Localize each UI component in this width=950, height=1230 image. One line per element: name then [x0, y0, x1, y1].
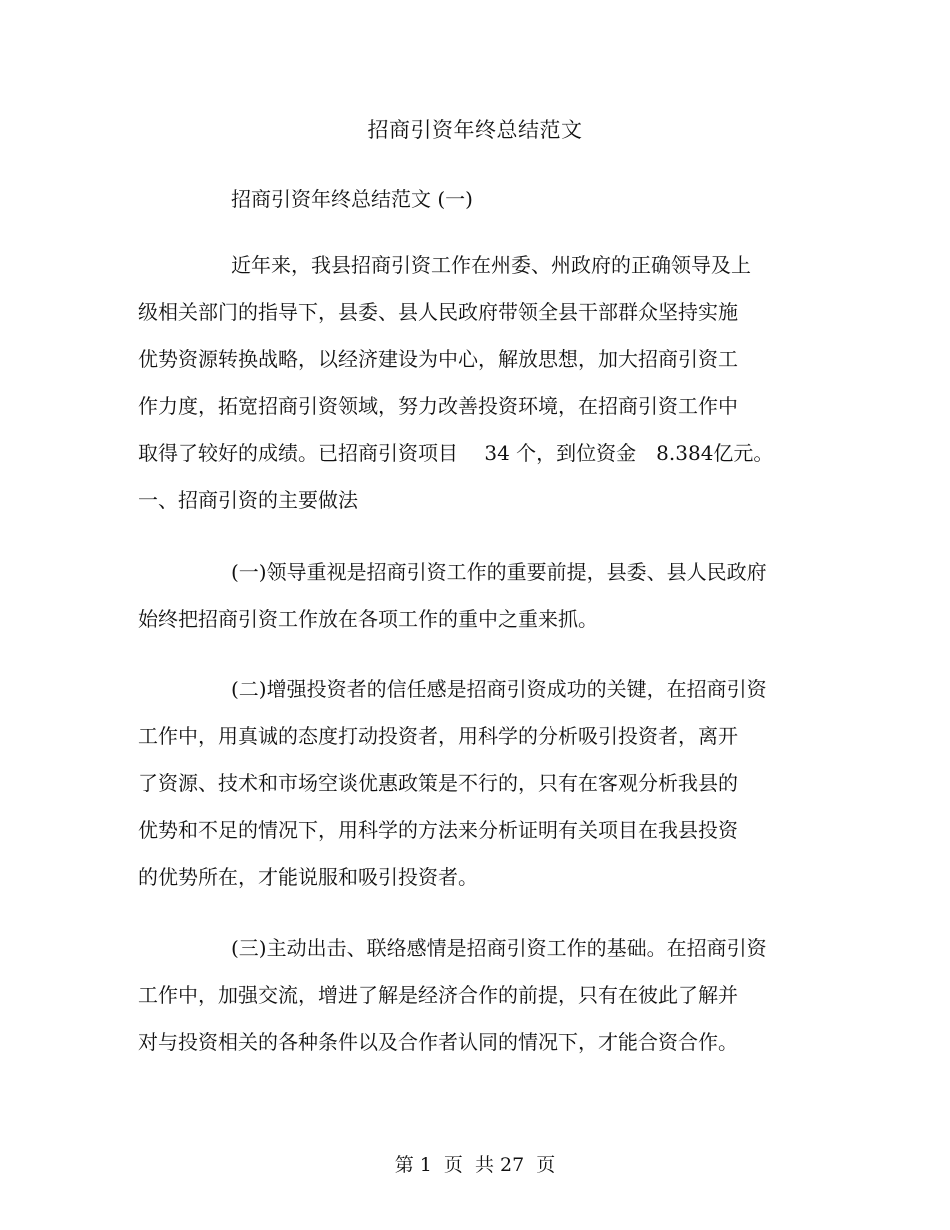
- paragraph-line: 级相关部门的指导下，县委、县人民政府带领全县干部群众坚持实施: [138, 300, 738, 324]
- paragraph-line: 优势和不足的情况下，用科学的方法来分析证明有关项目在我县投资: [138, 818, 738, 842]
- paragraph-line: 近年来，我县招商引资工作在州委、州政府的正确领导及上: [231, 253, 751, 277]
- page-number-footer: 第 1 页 共 27 页: [394, 1154, 556, 1176]
- paragraph-line: 工作中，用真诚的态度打动投资者，用科学的分析吸引投资者，离开: [138, 724, 738, 748]
- document-subtitle: 招商引资年终总结范文 (一): [231, 187, 473, 211]
- section-heading: 一、招商引资的主要做法: [138, 488, 358, 512]
- paragraph-line: (二)增强投资者的信任感是招商引资成功的关键，在招商引资: [231, 677, 767, 701]
- paragraph-line: 了资源、技术和市场空谈优惠政策是不行的，只有在客观分析我县的: [138, 771, 738, 795]
- paragraph-line: 对与投资相关的各种条件以及合作者认同的情况下，才能合资合作。: [138, 1030, 738, 1054]
- section-1-paragraph: [138, 549, 778, 643]
- paragraph-line: (三)主动出击、联络感情是招商引资工作的基础。在招商引资: [231, 936, 767, 960]
- paragraph-line: 取得了较好的成绩。已招商引资项目 34 个，到位资金 8.384亿元。: [138, 441, 774, 465]
- section-2-paragraph: [138, 666, 778, 901]
- paragraph-line: 工作中，加强交流，增进了解是经济合作的前提，只有在彼此了解并: [138, 983, 738, 1007]
- paragraph-line: 始终把招商引资工作放在各项工作的重中之重来抓。: [138, 607, 598, 631]
- section-3-paragraph: [138, 925, 778, 1066]
- document-title: 招商引资年终总结范文: [367, 118, 583, 142]
- paragraph-line: 优势资源转换战略，以经济建设为中心，解放思想，加大招商引资工: [138, 347, 738, 371]
- paragraph-line: (一)领导重视是招商引资工作的重要前提，县委、县人民政府: [231, 560, 767, 584]
- paragraph-line: 作力度，拓宽招商引资领域，努力改善投资环境，在招商引资工作中: [138, 394, 738, 418]
- intro-paragraph: [138, 242, 778, 524]
- paragraph-line: 的优势所在，才能说服和吸引投资者。: [138, 865, 478, 889]
